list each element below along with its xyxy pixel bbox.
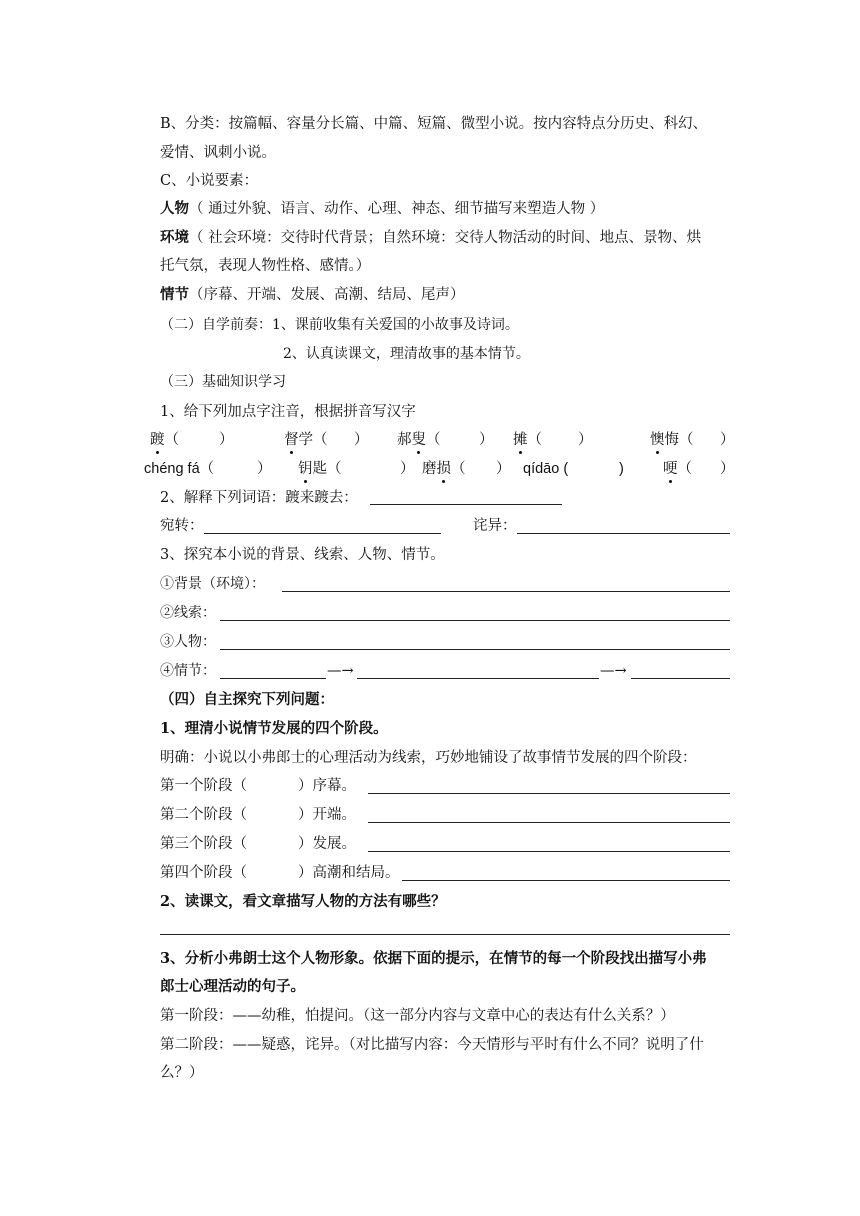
answer-line-stage-1[interactable] <box>368 793 730 794</box>
answer-line-plot-3[interactable] <box>631 678 730 679</box>
pinyin-close-8: ） <box>496 461 511 477</box>
element-plot-term: 情节 <box>160 286 189 303</box>
pinyin-close-3: ） <box>479 432 494 448</box>
q3-clue-label: ②线索： <box>160 605 216 621</box>
element-plot <box>160 285 465 305</box>
answer-line-plot-2[interactable] <box>357 678 599 679</box>
answer-line-chayi[interactable] <box>517 533 730 534</box>
pinyin-close-9: ) <box>619 461 624 477</box>
element-setting-cont: 托气氛，表现人物性格、感情。） <box>160 258 371 274</box>
pinyin-item-4: 摊（ <box>513 432 542 448</box>
word-chayi-label: 诧异： <box>473 518 517 534</box>
section4-heading: （四）自主探究下列问题： <box>160 691 334 708</box>
phase-2-prompt-line1: 第二阶段：——疑惑，诧异。（对比描写内容：今天情形与平时有什么不同？说明了什 <box>160 1037 704 1053</box>
answer-line-stage-3[interactable] <box>368 851 730 852</box>
pinyin-item-1: 踱（ <box>150 432 179 448</box>
plot-arrow-1: —→ <box>327 663 354 679</box>
pinyin-close-2: ） <box>354 432 369 448</box>
pinyin-item-3: 郝叟（ <box>397 432 441 448</box>
element-setting-term: 环境 <box>160 229 189 246</box>
pinyin-item-2: 督学（ <box>284 432 328 448</box>
pinyin-close-1: ） <box>219 432 234 448</box>
stage-1-tail: ）序幕。 <box>298 778 356 794</box>
section3-q2: 2、解释下列词语：踱来踱去： <box>160 490 358 506</box>
answer-line-plot-1[interactable] <box>220 678 326 679</box>
phase-2-prompt-line2: 么？） <box>160 1065 204 1081</box>
stage-3-label: 第三个阶段（ <box>160 836 247 852</box>
q3-person-label: ③人物： <box>160 634 216 650</box>
pinyin-item-10: 哽（ <box>663 461 692 477</box>
section2-line1: （二）自学前奏：1、课前收集有关爱国的小故事及诗词。 <box>160 317 519 333</box>
elements-heading: C、小说要素： <box>160 173 259 189</box>
answer-line-background[interactable] <box>282 591 730 592</box>
word-wanzhuan-label: 宛转： <box>160 518 204 534</box>
section3-heading: （三）基础知识学习 <box>160 374 286 390</box>
answer-line-wanzhuan[interactable] <box>204 533 441 534</box>
stage-4-label: 第四个阶段（ <box>160 865 247 881</box>
q3-plot-label: ④情节： <box>160 663 216 679</box>
element-person-desc: （ 通过外貌、语言、动作、心理、神态、细节描写来塑造人物 ） <box>189 201 605 217</box>
element-person <box>160 199 604 219</box>
stage-2-label: 第二个阶段（ <box>160 807 247 823</box>
pinyin-close-7: ） <box>400 461 415 477</box>
pinyin-close-10: ） <box>720 461 735 477</box>
pinyin-item-9: qídāo ( <box>523 461 569 477</box>
element-setting-desc: （ 社会环境：交待时代背景；自然环境：交待人物活动的时间、地点、景物、烘 <box>189 230 702 246</box>
q3-background-label: ①背景（环境）： <box>160 576 265 592</box>
pinyin-close-6: ） <box>257 461 272 477</box>
section4-q3-line1: 3、分析小弗朗士这个人物形象。依据下面的提示，在情节的每一个阶段找出描写小弗 <box>160 950 707 967</box>
element-plot-desc: （序幕、开端、发展、高潮、结局、尾声） <box>189 287 465 303</box>
element-setting <box>160 228 701 248</box>
phase-1-prompt: 第一阶段：——幼稚，怕提问。（这一部分内容与文章中心的表达有什么关系？） <box>160 1008 675 1024</box>
classification-line-1: B、分类：按篇幅、容量分长篇、中篇、短篇、微型小说。按内容特点分历史、科幻、 <box>160 116 708 132</box>
section4-clarify: 明确：小说以小弗郎士的心理活动为线索，巧妙地铺设了故事情节发展的四个阶段： <box>160 750 697 766</box>
answer-line-methods[interactable] <box>160 934 730 935</box>
section4-q3-line2: 郎士心理活动的句子。 <box>160 978 305 995</box>
answer-line-dulaiduqu[interactable] <box>370 504 562 505</box>
answer-line-person[interactable] <box>220 649 730 650</box>
pinyin-item-8: 磨损（ <box>422 461 466 477</box>
section3-q1: 1、给下列加点字注音，根据拼音写汉字 <box>160 404 416 420</box>
stage-1-label: 第一个阶段（ <box>160 778 247 794</box>
pinyin-item-5: 懊悔（ <box>650 432 694 448</box>
stage-3-tail: ）发展。 <box>298 836 356 852</box>
section4-q1: 1、理清小说情节发展的四个阶段。 <box>160 720 388 737</box>
stage-2-tail: ）开端。 <box>298 807 356 823</box>
answer-line-stage-2[interactable] <box>368 822 730 823</box>
pinyin-close-4: ） <box>578 432 593 448</box>
stage-4-tail: ）高潮和结局。 <box>298 865 400 881</box>
element-person-term: 人物 <box>160 200 189 217</box>
classification-line-2: 爱情、讽刺小说。 <box>160 145 276 161</box>
pinyin-item-6: chéng fá（ <box>144 461 215 477</box>
answer-line-stage-4[interactable] <box>402 880 730 881</box>
pinyin-item-7: 钥匙（ <box>298 461 342 477</box>
answer-line-clue[interactable] <box>220 620 730 621</box>
section3-q3: 3、探究本小说的背景、线索、人物、情节。 <box>160 547 445 563</box>
pinyin-close-5: ） <box>720 432 735 448</box>
plot-arrow-2: —→ <box>600 663 627 679</box>
section4-q2: 2、读课文，看文章描写人物的方法有哪些？ <box>160 893 446 910</box>
section2-line2: 2、认真读课文，理清故事的基本情节。 <box>283 346 530 362</box>
